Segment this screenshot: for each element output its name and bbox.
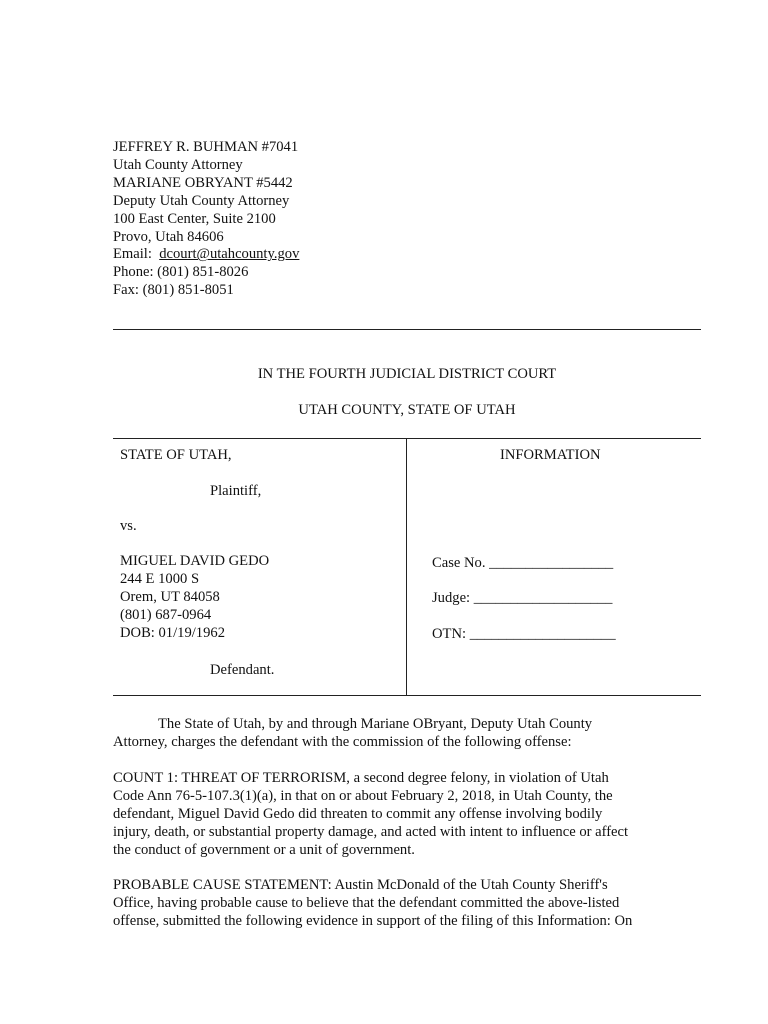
intro-line: Attorney, charges the defendant with the commission of the following offense: <box>113 733 572 750</box>
count-line: defendant, Miguel David Gedo did threaten to commit any offense involving bodily <box>113 805 603 822</box>
office-city: Provo, Utah 84606 <box>113 228 224 245</box>
court-name: IN THE FOURTH JUDICIAL DISTRICT COURT <box>257 366 557 382</box>
defendant-label: Defendant. <box>210 662 275 678</box>
count-line: injury, death, or substantial property damage, and acted with intent to influence or affect <box>113 823 629 840</box>
count-line: the conduct of government or a unit of government. <box>113 841 415 858</box>
fax-line: Fax: (801) 851-8051 <box>113 282 234 299</box>
plaintiff-name: STATE OF UTAH, <box>120 447 232 463</box>
document-title: INFORMATION <box>500 447 601 463</box>
case-number-field: Case No. _________________ <box>432 555 614 571</box>
caption-vertical-divider <box>406 439 407 696</box>
defendant-info-block <box>120 553 269 643</box>
intro-paragraph <box>113 716 673 752</box>
caption-bottom-rule <box>113 695 701 696</box>
email-link[interactable]: dcourt@utahcounty.gov <box>159 246 300 263</box>
deputy-name: MARIANE OBRYANT #5442 <box>113 174 293 191</box>
plaintiff-label: Plaintiff, <box>210 483 262 499</box>
header-divider <box>113 329 701 330</box>
attorney-info-block <box>113 139 299 300</box>
probable-cause-line: PROBABLE CAUSE STATEMENT: Austin McDonald of the Utah County Sheriff's <box>113 877 608 893</box>
defendant-dob: DOB: 01/19/1962 <box>120 624 225 641</box>
count-line: Code Ann 76-5-107.3(1)(a), in that on or about February 2, 2018, in Utah County, the <box>113 787 613 804</box>
defendant-city: Orem, UT 84058 <box>120 588 220 605</box>
defendant-street: 244 E 1000 S <box>120 570 200 587</box>
email-line <box>113 246 299 264</box>
office-address: 100 East Center, Suite 2100 <box>113 210 276 227</box>
attorney-title: Utah County Attorney <box>113 156 243 173</box>
count-1-paragraph <box>113 770 673 860</box>
attorney-name: JEFFREY R. BUHMAN #7041 <box>113 139 299 155</box>
intro-line: The State of Utah, by and through Mariane OBryant, Deputy Utah County <box>158 716 593 732</box>
court-county: UTAH COUNTY, STATE OF UTAH <box>298 402 516 418</box>
deputy-title: Deputy Utah County Attorney <box>113 192 290 209</box>
defendant-name: MIGUEL DAVID GEDO <box>120 553 270 569</box>
phone-line: Phone: (801) 851-8026 <box>113 264 249 281</box>
otn-field: OTN: ____________________ <box>432 626 616 642</box>
judge-field: Judge: ___________________ <box>432 590 613 606</box>
defendant-phone: (801) 687-0964 <box>120 606 212 623</box>
probable-cause-line: offense, submitted the following evidence in support of the filing of this Information: On <box>113 912 633 929</box>
versus-label: vs. <box>120 518 137 534</box>
probable-cause-line: Office, having probable cause to believe that the defendant committed the above-listed <box>113 894 620 911</box>
probable-cause-paragraph <box>113 877 673 931</box>
email-label: Email: <box>113 246 152 263</box>
caption-top-rule <box>113 438 701 439</box>
count-line: COUNT 1: THREAT OF TERRORISM, a second degree felony, in violation of Utah <box>113 770 609 786</box>
